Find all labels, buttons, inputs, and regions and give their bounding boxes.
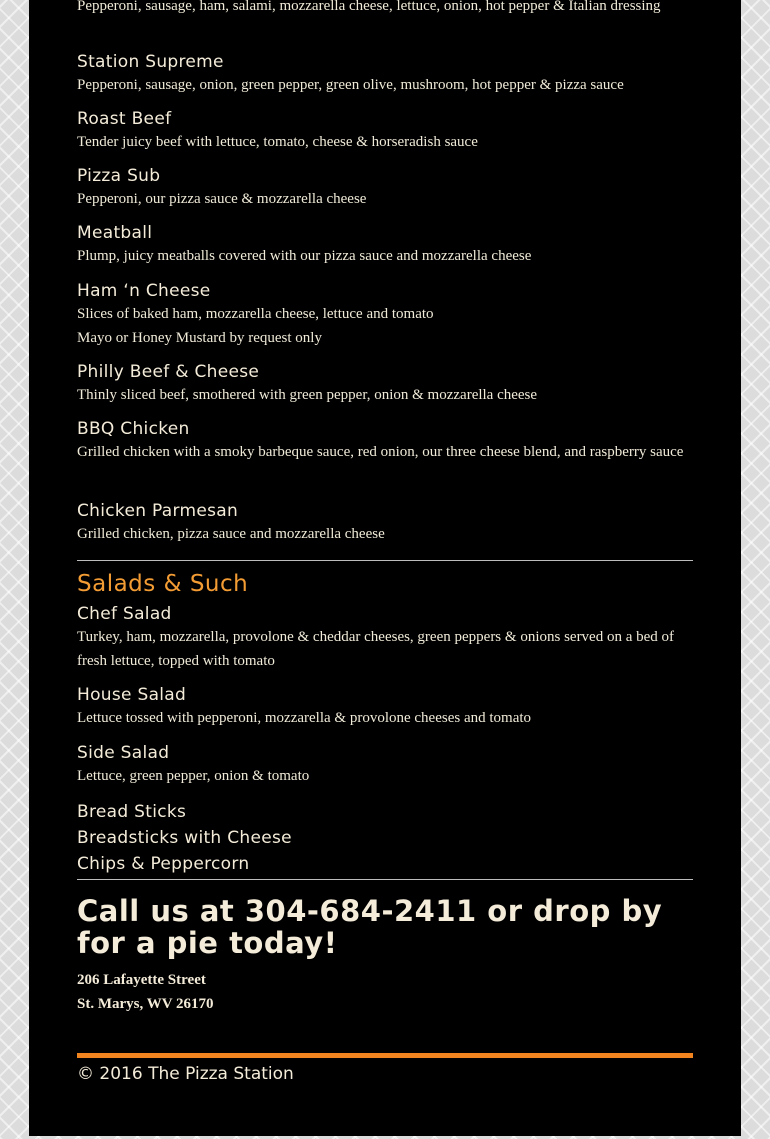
copyright-text: © 2016 The Pizza Station [77,1064,294,1084]
menu-item-desc: Thinly sliced beef, smothered with green pepper, onion & mozzarella cheese [77,387,538,403]
footer-bar [77,1053,693,1058]
menu-item-chicken-parmesan [77,500,693,546]
menu-item-chips: Chips & Peppercorn [77,854,250,874]
menu-item-name: Side Salad [77,743,170,763]
menu-item-roast-beef [77,108,693,154]
menu-item-breadsticks-cheese: Breadsticks with Cheese [77,828,292,848]
menu-item-desc: Tender juicy beef with lettuce, tomato, cheese & horseradish sauce [77,134,478,150]
menu-item-desc: Pepperoni, sausage, ham, salami, mozzarella cheese, lettuce, onion, hot pepper & Italian dressing [77,0,661,14]
menu-item-name: Roast Beef [77,109,172,129]
menu-item-desc: Turkey, ham, mozzarella, provolone & cheddar cheeses, green peppers & onions served on a bed of fresh lettuce, topped with tomato [77,629,675,669]
menu-item-name: Chef Salad [77,604,172,624]
menu-item-name: Pizza Sub [77,166,161,186]
menu-item-desc: Lettuce, green pepper, onion & tomato [77,768,310,784]
menu-item-desc: Pepperoni, sausage, onion, green pepper, green olive, mushroom, hot pepper & pizza sauce [77,77,624,93]
menu-item-desc: Grilled chicken, pizza sauce and mozzarella cheese [77,526,385,542]
menu-item [77,0,693,18]
extras-list [77,799,693,877]
address-city: St. Marys, WV 26170 [77,996,214,1012]
section-divider [77,879,693,880]
menu-item-desc: Pepperoni, our pizza sauce & mozzarella cheese [77,191,367,207]
contact-section [77,895,693,959]
footer [77,1063,693,1085]
section-title: Salads & Such [77,571,249,597]
menu-item-name: Philly Beef & Cheese [77,362,260,382]
menu-item-desc: Plump, juicy meatballs covered with our pizza sauce and mozzarella cheese [77,248,532,264]
menu-item-desc: Grilled chicken with a smoky barbeque sauce, red onion, our three cheese blend, and raspberry sauce [77,444,684,460]
call-to-action: Call us at 304-684-2411 or drop by for a pie today! [77,894,663,960]
menu-item-bbq-chicken [77,418,693,464]
section-divider [77,560,693,561]
menu-item-name: Chicken Parmesan [77,501,239,521]
menu-item-note: Mayo or Honey Mustard by request only [77,330,322,346]
menu-item-pizza-sub [77,165,693,211]
menu-item-name: BBQ Chicken [77,419,190,439]
menu-item-name: Meatball [77,223,153,243]
menu-item-meatball [77,222,693,268]
address [77,968,693,1016]
menu-item-ham-n-cheese [77,280,693,350]
menu-item-chef-salad [77,603,693,673]
menu-item-house-salad [77,684,693,730]
menu-item-side-salad [77,742,693,788]
menu-item-desc: Lettuce tossed with pepperoni, mozzarella & provolone cheeses and tomato [77,710,532,726]
menu-item-bread-sticks: Bread Sticks [77,802,187,822]
salads-section [77,569,693,599]
menu-item-station-supreme [77,51,693,97]
menu-item-desc: Slices of baked ham, mozzarella cheese, lettuce and tomato [77,306,434,322]
menu-item-name: Ham ‘n Cheese [77,281,211,301]
address-street: 206 Lafayette Street [77,972,206,988]
menu-item-name: Station Supreme [77,52,224,72]
page-panel [29,0,741,1136]
menu-item-name: House Salad [77,685,187,705]
menu-item-philly-beef [77,361,693,407]
